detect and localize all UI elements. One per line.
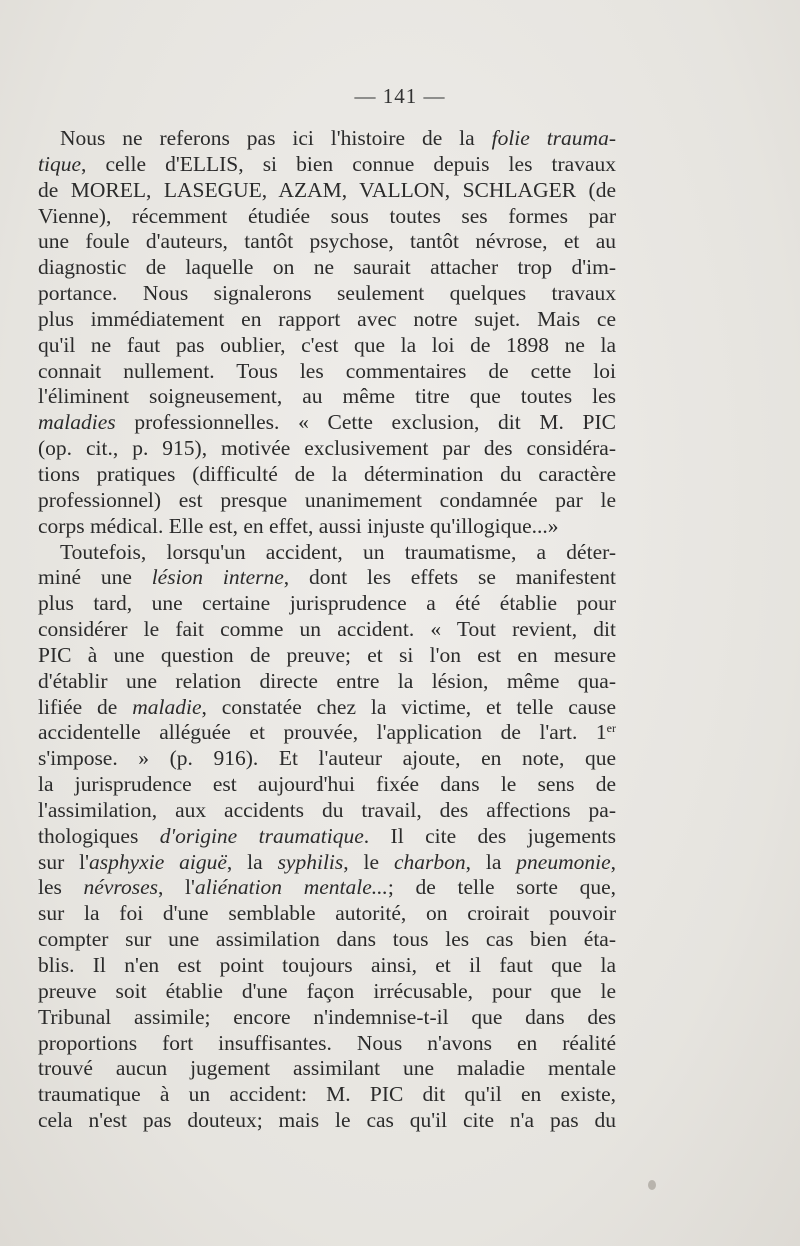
text-run: , l' (157, 875, 195, 900)
text-run: miné une (38, 565, 152, 590)
text-line (38, 1056, 616, 1082)
text-line (38, 462, 616, 488)
text-line (38, 591, 616, 617)
text-line (38, 850, 616, 876)
text-run: sur la foi d'une semblable autorité, on croirait pouvoir (38, 901, 616, 926)
text-line (38, 824, 616, 850)
text-line (38, 979, 616, 1005)
text-line (38, 643, 616, 669)
text-line (38, 617, 616, 643)
text-run: thologiques (38, 823, 160, 848)
text-line (38, 772, 616, 798)
text-line (38, 565, 616, 591)
text-line (38, 359, 616, 385)
text-run: blis. Il n'en est point toujours ainsi, et il faut que la (38, 953, 616, 977)
text-run: lifiée de (38, 694, 133, 719)
italic-run: névroses (83, 875, 158, 900)
text-run: preuve soit établie d'une façon irrécusable, pour que le (38, 978, 616, 1003)
text-run: plus immédiatement en rapport avec notre sujet. Mais ce (38, 306, 616, 331)
text-run: connait nullement. Tous les commentaires de cette loi (38, 358, 616, 383)
text-line (38, 1005, 616, 1031)
text-run: portance. Nous signalerons seulement quelques travaux (38, 281, 616, 306)
text-line (38, 953, 616, 979)
text-line (38, 126, 616, 152)
italic-run: folie trauma- (491, 126, 616, 150)
text-run: PIC à une question de preuve; et si l'on est en mesure (38, 642, 616, 667)
text-run: Nous ne referons pas ici l'histoire de la (60, 126, 492, 150)
text-run: l'éliminent soigneusement, au même titre que toutes les (38, 384, 616, 409)
text-run: Toutefois, lorsqu'un accident, un traumatisme, a déter- (60, 539, 616, 564)
text-line (38, 152, 616, 178)
text-line (38, 695, 616, 721)
text-line (38, 204, 616, 230)
text-run: professionnelles. « Cette exclusion, dit M. PIC (115, 410, 616, 435)
italic-run: syphilis (277, 849, 344, 874)
text-line (38, 384, 616, 410)
text-run: ; de telle sorte que, (387, 875, 617, 900)
text-run: s'impose. » (p. 916). Et l'auteur ajoute, en note, que (38, 746, 616, 771)
italic-run: maladie (132, 694, 202, 719)
text-line (38, 514, 616, 540)
text-line (38, 1082, 616, 1108)
body-text (38, 126, 616, 1134)
italic-run: d'origine traumatique (159, 823, 364, 848)
text-line (38, 307, 616, 333)
text-run: de MOREL, LASEGUE, AZAM, VALLON, SCHLAGER (de (38, 177, 616, 202)
text-run: proportions fort insuffisantes. Nous n'avons en réalité (38, 1030, 616, 1055)
italic-run: lésion interne (151, 565, 284, 590)
text-run: , constatée chez la victime, et telle cause (201, 694, 616, 719)
text-run: trouvé aucun jugement assimilant une maladie mentale (38, 1056, 616, 1081)
text-run: diagnostic de laquelle on ne saurait attacher trop d'im- (38, 255, 616, 280)
text-run: qu'il ne faut pas oublier, c'est que la loi de 1898 ne la (38, 332, 616, 357)
text-line (38, 720, 616, 746)
text-line (38, 229, 616, 255)
text-run: sur l' (38, 849, 90, 874)
page-number: — 141 — (354, 84, 446, 108)
text-line (38, 255, 616, 281)
text-run: considérer le fait comme un accident. « Tout revient, dit (38, 617, 616, 642)
text-run: compter sur une assimilation dans tous les cas bien éta- (38, 927, 616, 952)
text-run: corps médical. Elle est, en effet, aussi injuste qu'illogique...» (38, 513, 559, 538)
text-line (38, 927, 616, 953)
italic-run: aliénation mentale... (194, 875, 388, 900)
text-line (38, 281, 616, 307)
text-run: les (38, 875, 84, 900)
text-line (38, 488, 616, 514)
text-line (38, 1108, 616, 1134)
italic-run: maladies (38, 410, 116, 435)
text-run: . Il cite des jugements (363, 823, 616, 848)
text-line (38, 1031, 616, 1057)
text-line (38, 333, 616, 359)
italic-run: pneumonie (516, 849, 611, 874)
text-run: professionnel) est presque unanimement condamnée par le (38, 487, 616, 512)
text-run: accidentelle alléguée et prouvée, l'application de l'art. 1 (38, 720, 607, 745)
text-run: (op. cit., p. 915), motivée exclusivement par des considéra- (38, 436, 616, 461)
paper-speck (648, 1180, 656, 1190)
text-line (38, 669, 616, 695)
text-run: , dont les effets se manifestent (283, 565, 616, 590)
text-run: , celle d'ELLIS, si bien connue depuis les travaux (81, 151, 616, 176)
superscript: er (606, 721, 616, 736)
text-line (38, 875, 616, 901)
text-run: la jurisprudence est aujourd'hui fixée dans le sens de (38, 772, 616, 797)
text-run: , (610, 849, 616, 874)
text-line (38, 178, 616, 204)
text-run: Tribunal assimile; encore n'indemnise-t-il que dans des (38, 1004, 616, 1029)
text-run: Vienne), récemment étudiée sous toutes ses formes par (38, 203, 616, 228)
text-run: cela n'est pas douteux; mais le cas qu'il cite n'a pas du (38, 1108, 616, 1133)
text-run: une foule d'auteurs, tantôt psychose, tantôt névrose, et au (38, 229, 616, 254)
text-run: l'assimilation, aux accidents du travail, des affections pa- (38, 797, 616, 822)
italic-run: charbon (393, 849, 466, 874)
text-line (38, 436, 616, 462)
text-run: , le (343, 849, 394, 874)
text-run: traumatique à un accident: M. PIC dit qu'il en existe, (38, 1082, 616, 1107)
text-line (38, 540, 616, 566)
text-run: , la (226, 849, 278, 874)
text-line (38, 410, 616, 436)
text-run: , la (465, 849, 517, 874)
text-line (38, 901, 616, 927)
text-run: plus tard, une certaine jurisprudence a été établie pour (38, 591, 616, 616)
italic-run: asphyxie aiguë (89, 849, 227, 874)
text-line (38, 746, 616, 772)
text-run: tions pratiques (difficulté de la détermination du caractère (38, 461, 616, 486)
italic-run: tique (38, 151, 81, 176)
text-run: d'établir une relation directe entre la lésion, même qua- (38, 668, 616, 693)
text-line (38, 798, 616, 824)
